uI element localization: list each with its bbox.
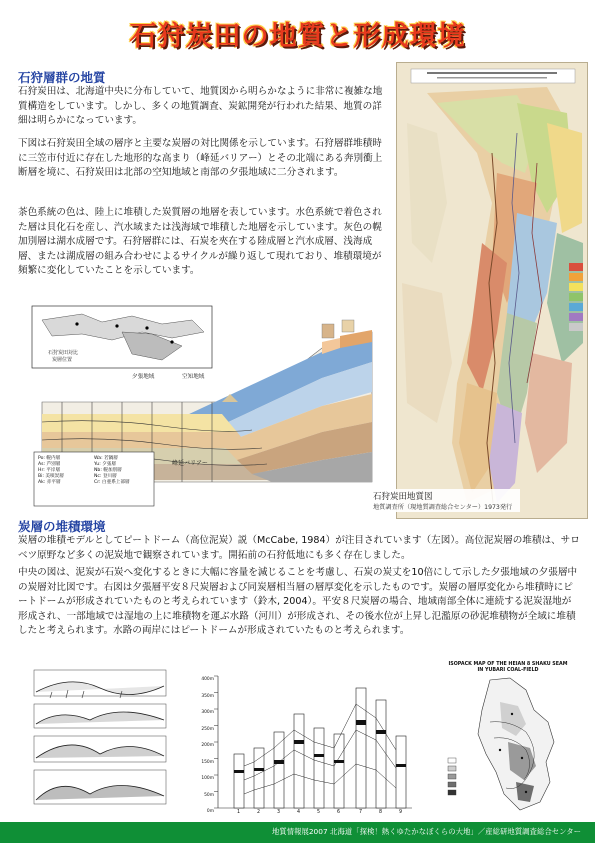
y-tick-label: 150m xyxy=(201,759,214,765)
chart-y-axis-labels xyxy=(194,672,214,821)
legend-item: Nb: 幌加別層 xyxy=(94,468,122,473)
isopach-title-line1: ISOPACK MAP OF THE HEIAN 8 SHAKU SEAM xyxy=(448,662,568,667)
isopach-title-line2: IN YUBARI COAL-FIELD xyxy=(477,668,539,673)
legend-item: Yu: 夕張層 xyxy=(94,462,116,467)
legend-col-1 xyxy=(38,456,92,486)
x-tick-label: 3 xyxy=(277,810,281,815)
legend-item: Bi: 美唄炭層 xyxy=(38,474,64,479)
section-heading-environment: 炭層の堆積環境 xyxy=(18,519,106,534)
x-tick-label: 8 xyxy=(379,810,383,815)
legend-item: Ak: 赤平層 xyxy=(38,480,61,485)
x-tick-label: 4 xyxy=(297,810,301,815)
peat-dome-sketches xyxy=(30,664,170,812)
isopach-title xyxy=(430,662,586,674)
x-tick-label: 9 xyxy=(399,810,403,815)
title-container xyxy=(0,14,595,53)
y-tick-label: 100m xyxy=(201,776,214,781)
y-tick-label: 350m xyxy=(201,693,214,699)
legend-item: Nc: 登川層 xyxy=(94,474,117,479)
page-title: 石狩炭田の地質と形成環境 xyxy=(129,21,466,52)
stratigraphic-figure xyxy=(22,302,392,510)
y-tick-label: 0m xyxy=(206,809,214,814)
y-tick-label: 250m xyxy=(201,726,214,732)
label-sorachi: 空知地域 xyxy=(182,374,205,380)
map-caption-source: 地質調査所（現地質調査総合センター）1973発行 xyxy=(373,504,513,511)
geological-map xyxy=(396,62,588,519)
footer-bar xyxy=(0,822,595,843)
x-tick-label: 5 xyxy=(317,810,321,815)
y-tick-label: 400m xyxy=(201,677,214,682)
map-caption xyxy=(370,489,520,512)
y-tick-label: 300m xyxy=(201,710,214,715)
label-yubari: 夕張地域 xyxy=(132,374,155,380)
y-tick-label: 50m xyxy=(204,792,214,798)
svg-text:石狩炭田対比: 石狩炭田対比 xyxy=(48,350,79,356)
x-tick-label: 7 xyxy=(359,810,363,815)
paragraph-peat-dome: 炭層の堆積モデルとしてピートドーム（高位泥炭）説（McCabe, 1984）が注目されています（左図）。高位泥炭層の堆積は、サロベツ原野など多くの泥炭地で観察されています。開拓前の石狩低地にも多く存在しました。 xyxy=(18,535,580,561)
x-tick-label: 2 xyxy=(257,810,261,815)
x-tick-label: 1 xyxy=(237,810,241,815)
paragraph-intro: 石狩炭田は、北海道中央に分布していて、地質図から明らかなように非常に複雑な地質構造をしています。しかし、多くの地質調査、炭鉱開発が行われた結果、地質の詳細は明らかになっています。 xyxy=(18,86,383,127)
legend-item: Wa: 若鍋層 xyxy=(94,456,118,461)
svg-text:炭層位置: 炭層位置 xyxy=(52,357,73,363)
label-barrier: 峰延バリアー xyxy=(172,460,208,467)
footer-text: 地質情報展2007 北海道「探検！熱くゆたかなぼくらの大地」／産総研地質調査総合センター xyxy=(271,827,581,836)
seam-correlation-chart xyxy=(194,670,416,820)
legend-item: Cr: 白亜系上部層 xyxy=(94,480,130,485)
legend-item: Hr: 平岸層 xyxy=(38,468,61,473)
legend-col-2 xyxy=(94,456,152,486)
paragraph-stratigraphy: 下図は石狩炭田全域の層序と主要な炭層の対比関係を示しています。石狩層群堆積時に三笠市付近に存在した地形的な高まり（峰延バリアー）とその北端にある奔別衝上断層を境に、石狩炭田は北部の空知地域と南部の夕張地域に二分されます。 xyxy=(18,138,383,179)
legend-item: As: 芦別層 xyxy=(38,462,61,467)
map-caption-title: 石狩炭田地質図 xyxy=(373,492,433,502)
legend-item: Po: 幌内層 xyxy=(38,456,61,461)
x-tick-label: 6 xyxy=(337,810,341,815)
y-tick-label: 200m xyxy=(201,743,214,748)
paragraph-seam-analysis: 中央の図は、泥炭が石炭へ変化するときに大幅に容量を減じることを考慮し、石炭の炭丈を10倍にして示した夕張地域の夕張層中の炭層対比図です。右図は夕張層平安８尺炭層および同炭層相当層の層厚変化を示したものです。炭層の層厚変化から堆積時にピートドームが形成されていたものと考えられています（鈴木, 2004）。平安８尺炭層の場合、地域南部全体に連続する泥炭湿地が形成され、一部地域では湿地の上に堆積物を運ぶ水路（河川）が形成され、その後水位が上昇し氾濫原の砂泥堆積物が全域に堆積したと考えられます。水路の両岸にはピートドームが形成されていたものと考えられます。 xyxy=(18,567,578,637)
isopach-map xyxy=(430,662,586,818)
section-heading-strata: 石狩層群の地質 xyxy=(18,70,106,85)
paragraph-colors: 茶色系統の色は、陸上に堆積した炭質層の地層を表しています。水色系統で着色された層は貝化石を産し、汽水域または浅海域で堆積した地層を示しています。灰色の幌加別層は湖水成層です。石狩層群には、石炭を夾在する陸成層と汽水成層、浅海成層、または湖成層の組み合わせによるサイクルが繰り返して現れており、堆積環境が頻繁に変化していたことを示しています。 xyxy=(18,207,382,277)
